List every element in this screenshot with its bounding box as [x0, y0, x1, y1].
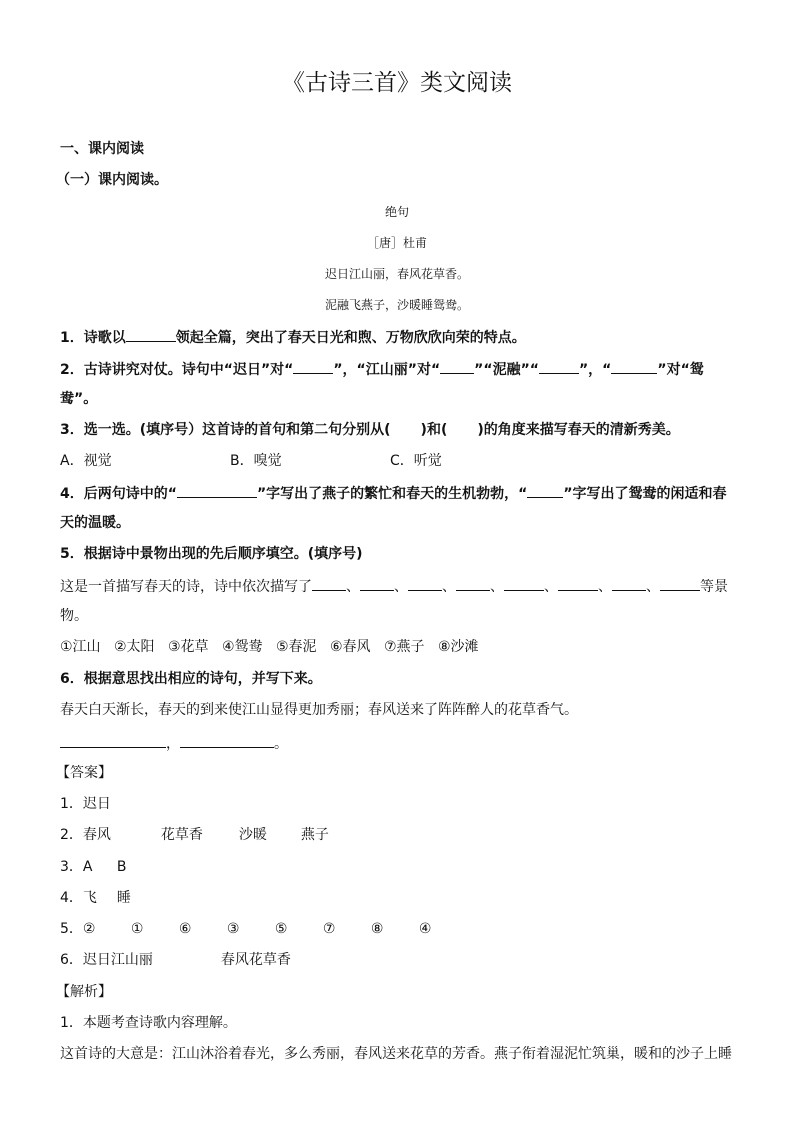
option-item: ②太阳 — [114, 639, 155, 655]
option-b: B．嗅觉 — [230, 453, 282, 469]
answer-2: 2．春风 花草香 沙暖 燕子 — [60, 827, 329, 843]
answer-blank[interactable] — [60, 733, 166, 748]
option-item: ⑤春泥 — [276, 639, 317, 655]
option-a: A．视觉 — [60, 453, 112, 469]
answer-6: 6．迟日江山丽 春风花草香 — [60, 952, 291, 968]
section-heading: 一、课内阅读 — [60, 141, 144, 157]
answer-blank[interactable] — [660, 576, 700, 591]
question-4: 4．后两句诗中的“ ”字写出了燕子的繁忙和春天的生机勃勃，“ ”字写出了鸳鸯的闲适和春 — [60, 483, 738, 503]
question-3-options — [60, 452, 738, 470]
analysis-paragraph-2: 这首诗的大意是：江山沐浴着春光，多么秀丽，春风送来花草的芳香。燕子衔着湿泥忙筑巢，暖和的沙子上睡 — [60, 1046, 732, 1062]
answer-5: 5．② ① ⑥ ③ ⑤ ⑦ ⑧ ④ — [60, 921, 432, 937]
answer-blank[interactable] — [612, 576, 646, 591]
answer-blank[interactable] — [558, 576, 598, 591]
answer-1: 1．迟日 — [60, 796, 111, 812]
question-3: 3．选一选。(填序号）这首诗的首句和第二句分别从( )和( )的角度来描写春天的清新秀美。 — [60, 422, 680, 438]
option-item: ⑥春风 — [330, 639, 371, 655]
option-item: ⑧沙滩 — [438, 639, 479, 655]
answer-blank[interactable] — [456, 576, 490, 591]
question-6-title: 6．根据意思找出相应的诗句，并写下来。 — [60, 671, 322, 687]
answer-3: 3．A B — [60, 859, 127, 875]
question-5-cont: 物。 — [60, 608, 88, 624]
document-title: 《古诗三首》类文阅读 — [282, 70, 512, 96]
option-c: C．听觉 — [390, 453, 442, 469]
answer-blank[interactable] — [293, 359, 333, 374]
option-item: ①江山 — [60, 639, 101, 655]
option-item: ③花草 — [168, 639, 209, 655]
answer-blank[interactable] — [126, 327, 176, 342]
answer-header: 【答案】 — [56, 765, 112, 781]
poem-line-1: 迟日江山丽，春风花草香。 — [324, 267, 469, 281]
analysis-paragraph-1: 1．本题考查诗歌内容理解。 — [60, 1015, 237, 1031]
poem-title: 绝句 — [384, 205, 409, 219]
question-2-cont: 鸯”。 — [60, 391, 98, 407]
question-1: 1．诗歌以 领起全篇，突出了春天日光和煦、万物欣欣向荣的特点。 — [60, 327, 738, 347]
option-item: ④鸳鸯 — [222, 639, 263, 655]
answer-blank[interactable] — [504, 576, 544, 591]
answer-blank[interactable] — [527, 483, 563, 498]
answer-blank[interactable] — [180, 733, 274, 748]
answer-4: 4．飞 睡 — [60, 890, 131, 906]
answer-blank[interactable] — [177, 483, 257, 498]
question-5: 这是一首描写春天的诗，诗中依次描写了 、 、 、 、 、 、 、 等景 — [60, 576, 738, 596]
question-2: 2．古诗讲究对仗。诗句中“迟日”对“ ”，“江山丽”对“ ”“泥融”“ ”，“ ”对“鸳 — [60, 359, 738, 379]
question-6-answer-line: ， 。 — [60, 733, 738, 753]
question-5-options — [60, 638, 738, 656]
subsection-heading: （一）课内阅读。 — [56, 172, 168, 188]
option-item: ⑦燕子 — [384, 639, 425, 655]
answer-blank[interactable] — [312, 576, 346, 591]
analysis-header: 【解析】 — [56, 984, 112, 1000]
question-5-title: 5．根据诗中景物出现的先后顺序填空。(填序号) — [60, 546, 363, 562]
answer-blank[interactable] — [611, 359, 657, 374]
answer-blank[interactable] — [408, 576, 442, 591]
answer-blank[interactable] — [360, 576, 394, 591]
answer-blank[interactable] — [440, 359, 474, 374]
answer-blank[interactable] — [539, 359, 579, 374]
question-6-meaning: 春天白天渐长，春天的到来使江山显得更加秀丽；春风送来了阵阵醉人的花草香气。 — [60, 702, 578, 718]
question-4-cont: 天的温暖。 — [60, 515, 130, 531]
poem-line-2: 泥融飞燕子，沙暖睡鸳鸯。 — [324, 298, 469, 312]
poem-author: ［唐］杜甫 — [366, 236, 427, 250]
